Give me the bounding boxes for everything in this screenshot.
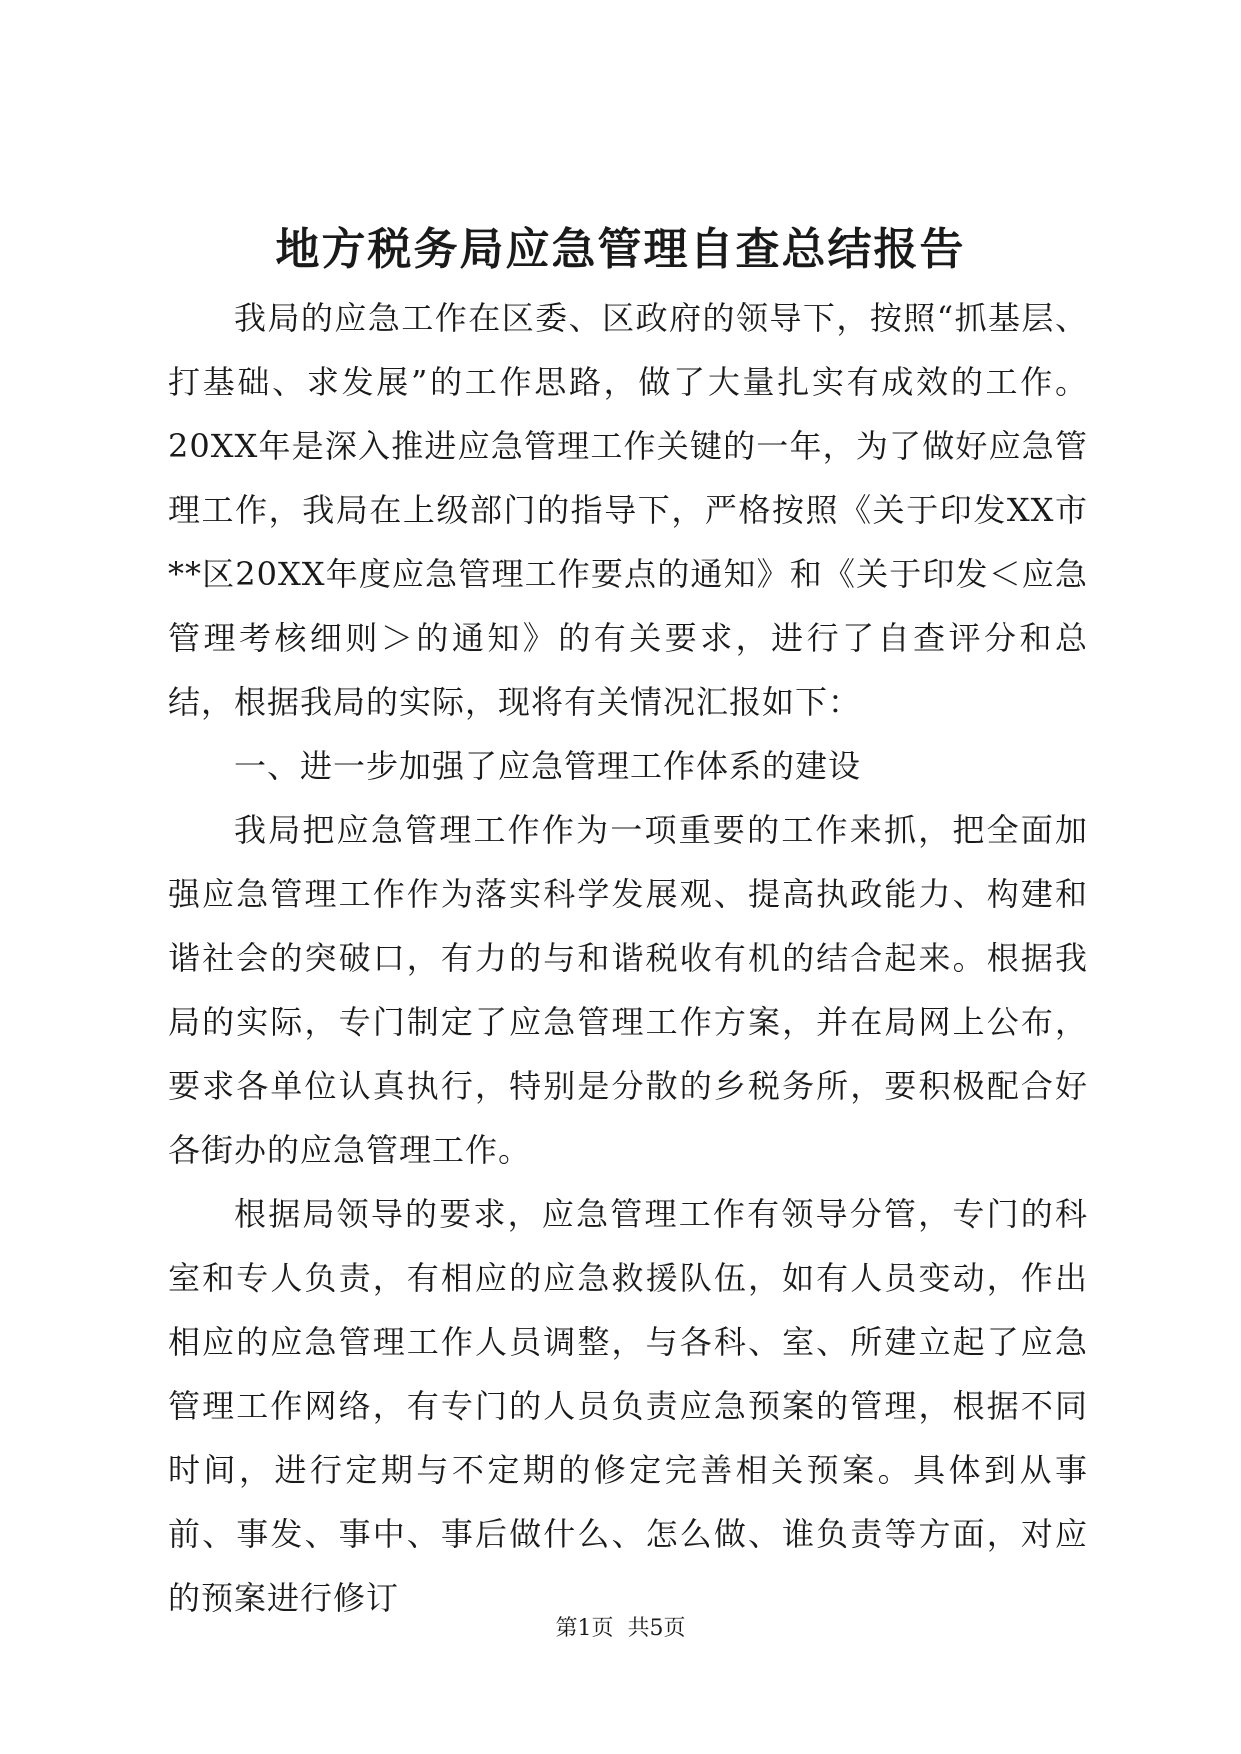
- page-footer: [0, 1614, 1241, 1644]
- paragraph-leadership-requirements: 根据局领导的要求，应急管理工作有领导分管，专门的科室和专人负责，有相应的应急救援队伍，如有人员变动，作出相应的应急管理工作人员调整，与各科、室、所建立起了应急管理工作网络，有专门的人员负责应急预案的管理，根据不同时间，进行定期与不定期的修定完善相关预案。具体到从事前、事发、事中、事后做什么、怎么做、谁负责等方面，对应的预案进行修订: [168, 1195, 1088, 1617]
- paragraph-system-building: 我局把应急管理工作作为一项重要的工作来抓，把全面加强应急管理工作作为落实科学发展观、提高执政能力、构建和谐社会的突破口，有力的与和谐税收有机的结合起来。根据我局的实际，专门制定了应急管理工作方案，并在局网上公布，要求各单位认真执行，特别是分散的乡税务所，要积极配合好各街办的应急管理工作。: [168, 811, 1088, 1169]
- page-total: 共5页: [627, 1616, 686, 1641]
- page-number: 第1页: [555, 1616, 614, 1641]
- paragraph-intro: 我局的应急工作在区委、区政府的领导下，按照“抓基层、打基础、求发展”的工作思路，做了大量扎实有成效的工作。20XX年是深入推进应急管理工作关键的一年，为了做好应急管理工作，我局在上级部门的指导下，严格按照《关于印发XX市**区20XX年度应急管理工作要点的通知》和《关于印发＜应急管理考核细则＞的通知》的有关要求，进行了自查评分和总结，根据我局的实际，现将有关情况汇报如下：: [168, 299, 1088, 721]
- document-title: 地方税务局应急管理自查总结报告: [275, 224, 966, 275]
- section-heading-1: 一、进一步加强了应急管理工作体系的建设: [234, 747, 862, 785]
- document-body: [168, 286, 1088, 1630]
